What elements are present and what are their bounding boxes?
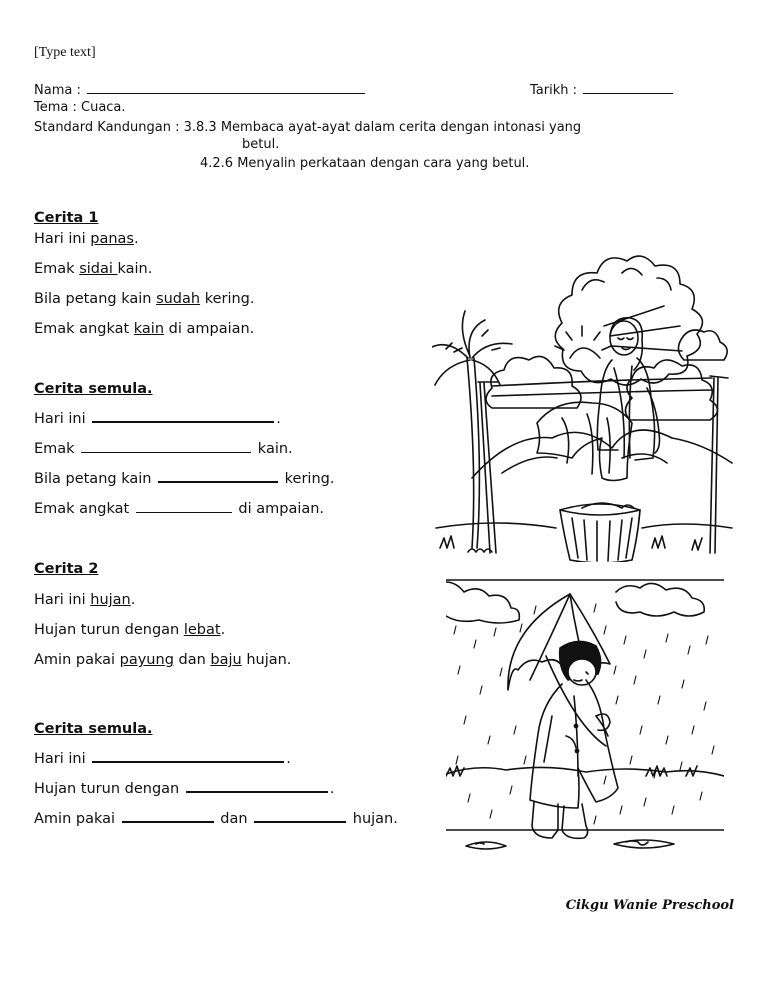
text: kering. [200, 291, 255, 307]
keyword: sudah [156, 291, 201, 307]
tarikh-label: Tarikh : [530, 83, 577, 98]
cerita-2-line-2 [34, 622, 225, 638]
text: . [133, 231, 139, 247]
keyword: payung [119, 652, 174, 668]
text: . [130, 592, 136, 608]
text: di ampaian. [164, 321, 255, 337]
standard-line-3: 4.2.6 Menyalin perkataan dengan cara yang betul. [200, 156, 530, 171]
standard-line-2: betul. [242, 137, 280, 152]
answer-blank[interactable] [136, 511, 232, 513]
nama-label: Nama : [34, 83, 81, 98]
semula-1-line-3 [34, 471, 334, 487]
semula-1-line-2 [34, 441, 293, 457]
text: hujan. [241, 652, 292, 668]
semula-2-line-2 [34, 781, 334, 797]
keyword: lebat [183, 622, 221, 638]
text: Emak angkat [34, 501, 134, 517]
cerita-1-title: Cerita 1 [34, 210, 99, 226]
cerita-1-line-2 [34, 261, 152, 277]
text: dan [215, 811, 253, 827]
text: hujan. [348, 811, 398, 827]
nama-row [34, 82, 367, 99]
answer-blank[interactable] [81, 451, 251, 453]
standard-line-1: Standard Kandungan : 3.8.3 Membaca ayat-ayat dalam cerita dengan intonasi yang [34, 120, 582, 135]
text: Emak angkat [34, 321, 134, 337]
laundry-illustration [432, 218, 736, 562]
nama-field[interactable] [87, 92, 365, 94]
cerita-2-title: Cerita 2 [34, 561, 99, 577]
keyword: panas [90, 231, 134, 247]
text: Emak [34, 261, 80, 277]
header-placeholder: [Type text] [34, 45, 96, 60]
cerita-1-line-4 [34, 321, 254, 337]
keyword: sidai [79, 261, 118, 277]
answer-blank[interactable] [254, 820, 346, 823]
answer-blank[interactable] [122, 820, 214, 823]
text: Hujan turun dengan [34, 781, 184, 797]
keyword: hujan [90, 592, 131, 608]
text: . [276, 411, 281, 427]
cerita-semula-1-title: Cerita semula. [34, 381, 153, 397]
keyword: kain [133, 321, 165, 337]
semula-1-line-4 [34, 501, 324, 517]
text: Emak [34, 441, 80, 457]
text: Hujan turun dengan [34, 622, 184, 638]
rain-illustration [446, 576, 724, 858]
text: Amin pakai [34, 652, 120, 668]
text: Hari ini [34, 592, 91, 608]
semula-2-line-1 [34, 751, 291, 767]
cerita-1-line-1 [34, 231, 139, 247]
text: . [286, 751, 291, 767]
text: kain. [253, 441, 293, 457]
text: Bila petang kain [34, 471, 157, 487]
keyword: baju [210, 652, 242, 668]
text: . [329, 781, 335, 797]
text: Amin pakai [34, 811, 120, 827]
text: kain. [117, 261, 153, 277]
text: Bila petang kain [34, 291, 157, 307]
cerita-2-line-3 [34, 652, 291, 668]
semula-2-line-3 [34, 811, 398, 827]
footer-credit: Cikgu Wanie Preschool [565, 898, 734, 913]
text: Hari ini [34, 751, 91, 767]
cerita-2-line-1 [34, 592, 135, 608]
tarikh-field[interactable] [583, 92, 673, 94]
cerita-semula-2-title: Cerita semula. [34, 721, 153, 737]
text: kering. [280, 471, 335, 487]
text: dan [173, 652, 211, 668]
semula-1-line-1 [34, 411, 281, 427]
text: Hari ini [34, 231, 91, 247]
rain-drops [454, 604, 714, 824]
text: Hari ini [34, 411, 91, 427]
cerita-1-line-3 [34, 291, 255, 307]
text: . [220, 622, 226, 638]
tarikh-row [530, 82, 675, 99]
tema-text: Tema : Cuaca. [34, 100, 126, 115]
answer-blank[interactable] [92, 420, 274, 423]
answer-blank[interactable] [158, 480, 278, 483]
answer-blank[interactable] [92, 760, 284, 763]
text: di ampaian. [233, 501, 325, 517]
answer-blank[interactable] [186, 790, 328, 793]
